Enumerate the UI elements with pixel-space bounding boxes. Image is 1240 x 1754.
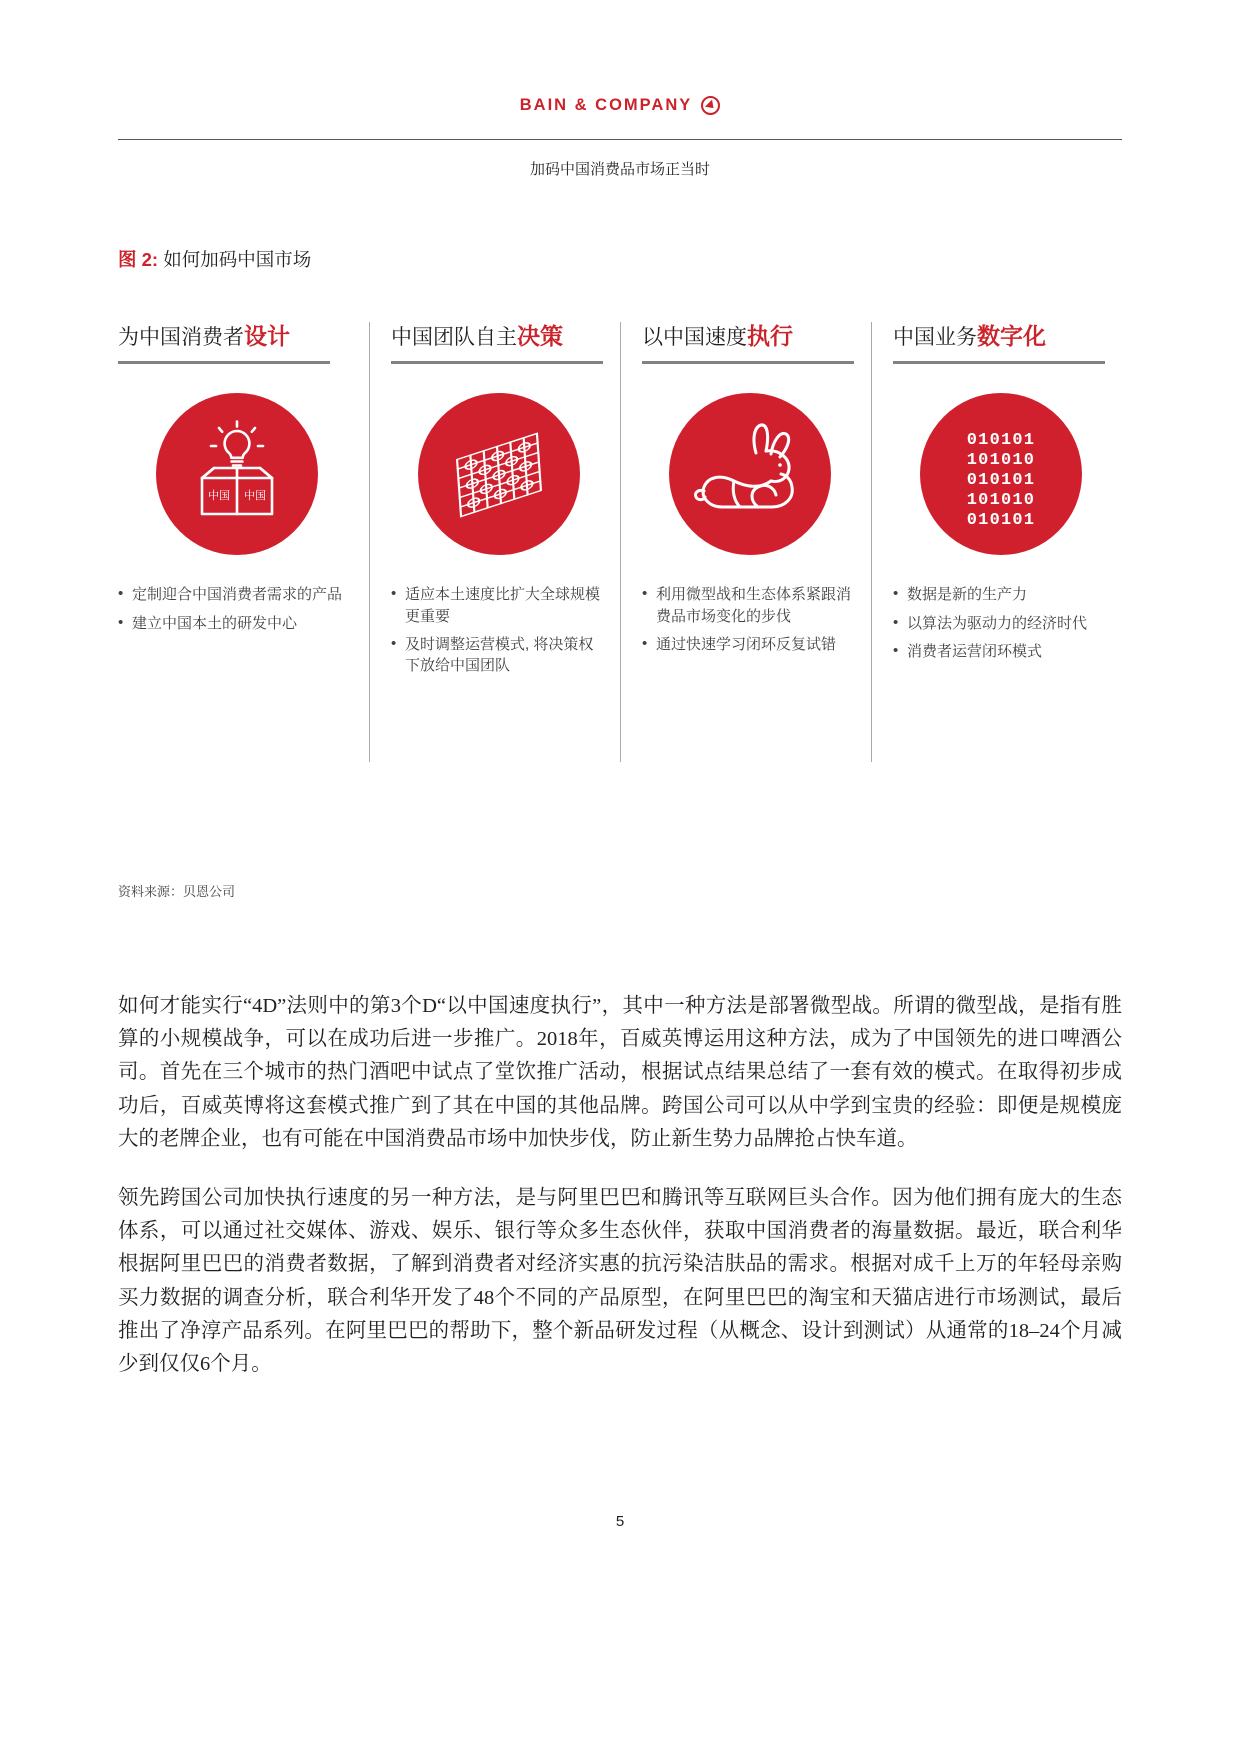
column-bullet-list bbox=[391, 584, 606, 676]
figure-title bbox=[118, 246, 311, 272]
exhibit-column-deliver bbox=[620, 322, 871, 772]
bain-logo-mark-icon bbox=[701, 96, 720, 115]
list-item: • 及时调整运营模式, 将决策权下放给中国团队 bbox=[391, 634, 606, 677]
binary-digits-icon bbox=[920, 393, 1082, 555]
column-bullet-list bbox=[642, 584, 857, 655]
column-bullet-list bbox=[893, 584, 1108, 662]
list-item: • 消费者运营闭环模式 bbox=[893, 641, 1108, 662]
figure-source-note: 资料来源：贝恩公司 bbox=[118, 884, 236, 899]
column-heading-accent: 数字化 bbox=[977, 323, 1046, 349]
column-heading-plain: 以中国速度 bbox=[642, 326, 747, 349]
svg-text:101010: 101010 bbox=[966, 451, 1035, 471]
column-bullet-list bbox=[118, 584, 355, 634]
column-divider bbox=[871, 322, 872, 762]
svg-text:010101: 010101 bbox=[966, 511, 1035, 530]
figure-number: 图 2: bbox=[118, 249, 159, 270]
bain-wordmark: BAIN & COMPANY bbox=[519, 96, 693, 114]
body-paragraph: 如何才能实行“4D”法则中的第3个D“以中国速度执行”，其中一种方法是部署微型战。所谓的微型战，是指有胜算的小规模战争，可以在成功后进一步推广。2018年，百威英博运用这种方法，成为了中国领先的进口啤酒公司。首先在三个城市的热门酒吧中试点了堂饮推广活动，根据试点结果总结了一套有效的模式。在取得初步成功后，百威英博将这套模式推广到了其在中国的其他品牌。跨国公司可以从中学到宝贵的经验：即便是规模庞大的老牌企业，也有可能在中国消费品市场中加快步伐，防止新生势力品牌抢占快车道。 bbox=[118, 995, 1122, 1150]
svg-text:中国: 中国 bbox=[243, 490, 266, 503]
running-header-title: 加码中国消费品市场正当时 bbox=[529, 161, 710, 178]
column-divider bbox=[369, 322, 370, 762]
rabbit-icon bbox=[669, 393, 831, 555]
column-heading-plain: 为中国消费者 bbox=[118, 326, 244, 349]
page-number: 5 bbox=[615, 1513, 625, 1530]
list-item: • 适应本土速度比扩大全球规模更重要 bbox=[391, 584, 606, 627]
figure-title-text: 如何加码中国市场 bbox=[158, 249, 312, 270]
svg-text:101010: 101010 bbox=[966, 491, 1035, 511]
list-item: • 建立中国本土的研发中心 bbox=[118, 613, 355, 634]
svg-text:中国: 中国 bbox=[207, 490, 230, 503]
exhibit-column-design bbox=[118, 322, 369, 772]
column-heading-accent: 决策 bbox=[517, 323, 563, 349]
column-icon-wrap bbox=[391, 364, 606, 584]
column-heading-plain: 中国团队自主 bbox=[391, 326, 517, 349]
body-copy bbox=[118, 990, 1122, 1407]
column-heading bbox=[118, 322, 355, 361]
exhibit-columns bbox=[118, 322, 1122, 772]
body-paragraph: 领先跨国公司加快执行速度的另一种方法，是与阿里巴巴和腾讯等互联网巨头合作。因为他们拥有庞大的生态体系，可以通过社交媒体、游戏、娱乐、银行等众多生态伙伴，获取中国消费者的海量数据。最近，联合利华根据阿里巴巴的消费者数据，了解到消费者对经济实惠的抗污染洁肤品的需求。根据对成千上万的年轻母亲购买力数据的调查分析，联合利华开发了48个不同的产品原型，在阿里巴巴的淘宝和天猫店进行市场测试，最后推出了净淳产品系列。在阿里巴巴的帮助下，整个新品研发过程（从概念、设计到测试）从通常的18–24个月减少到仅仅6个月。 bbox=[118, 1187, 1122, 1376]
column-heading bbox=[642, 322, 857, 361]
list-item: • 通过快速学习闭环反复试错 bbox=[642, 634, 857, 655]
list-item: • 以算法为驱动力的经济时代 bbox=[893, 613, 1108, 634]
svg-text:010101: 010101 bbox=[966, 431, 1035, 451]
column-icon-wrap bbox=[642, 364, 857, 584]
header-divider bbox=[118, 139, 1122, 140]
column-icon-wrap bbox=[893, 364, 1108, 584]
column-heading bbox=[893, 322, 1108, 361]
svg-text:010101: 010101 bbox=[966, 471, 1035, 491]
brand-header bbox=[0, 96, 1240, 115]
list-item: • 利用微型战和生态体系紧跟消费品市场变化的步伐 bbox=[642, 584, 857, 627]
column-icon-wrap bbox=[118, 364, 355, 584]
list-item: • 定制迎合中国消费者需求的产品 bbox=[118, 584, 355, 605]
exhibit-column-digital bbox=[871, 322, 1122, 772]
figure-exhibit bbox=[118, 322, 1122, 772]
column-heading-accent: 执行 bbox=[747, 323, 793, 349]
column-heading-accent: 设计 bbox=[244, 323, 290, 349]
column-heading-plain: 中国业务 bbox=[893, 326, 977, 349]
column-heading bbox=[391, 322, 606, 361]
list-item: • 数据是新的生产力 bbox=[893, 584, 1108, 605]
chinese-chess-board-icon bbox=[418, 393, 580, 555]
column-divider bbox=[620, 322, 621, 762]
lightbulb-in-box-icon bbox=[156, 393, 318, 555]
exhibit-column-decide bbox=[369, 322, 620, 772]
